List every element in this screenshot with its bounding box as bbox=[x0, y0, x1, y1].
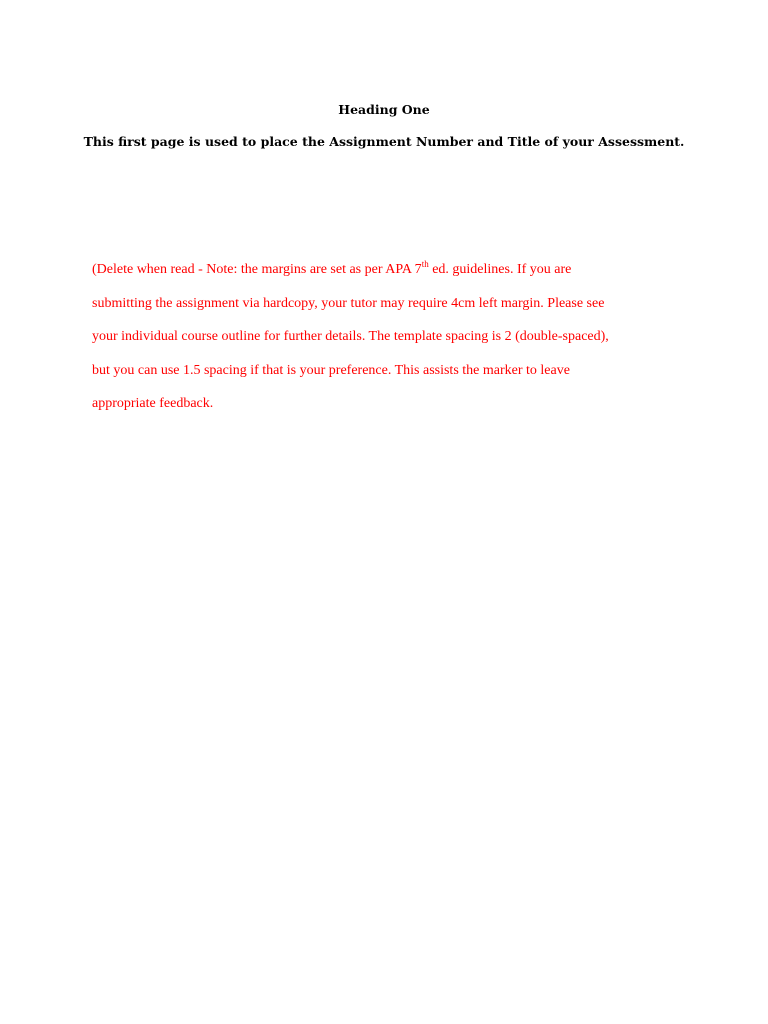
note-line-4: but you can use 1.5 spacing if that is your preference. This assists the marker to leave bbox=[92, 362, 570, 378]
note-line-5: appropriate feedback. bbox=[92, 396, 214, 411]
note-line-2: submitting the assignment via hardcopy, your tutor may require 4cm left margin. Please see bbox=[92, 295, 605, 311]
assignment-title-instruction: This first page is used to place the Assignment Number and Title of your Assessment. bbox=[83, 134, 685, 149]
note-line-1 bbox=[92, 259, 682, 278]
red-delete-note bbox=[92, 259, 682, 430]
note-line-3: your individual course outline for further details. The template spacing is 2 (double-spaced), bbox=[92, 329, 609, 344]
note-line-1-text: (Delete when read - Note: the margins are set as per APA 7 bbox=[92, 262, 422, 277]
heading-one: Heading One bbox=[338, 102, 430, 117]
note-line-1-text-end: ed. guidelines. If you are bbox=[428, 262, 572, 277]
superscript-th: th bbox=[421, 259, 429, 269]
